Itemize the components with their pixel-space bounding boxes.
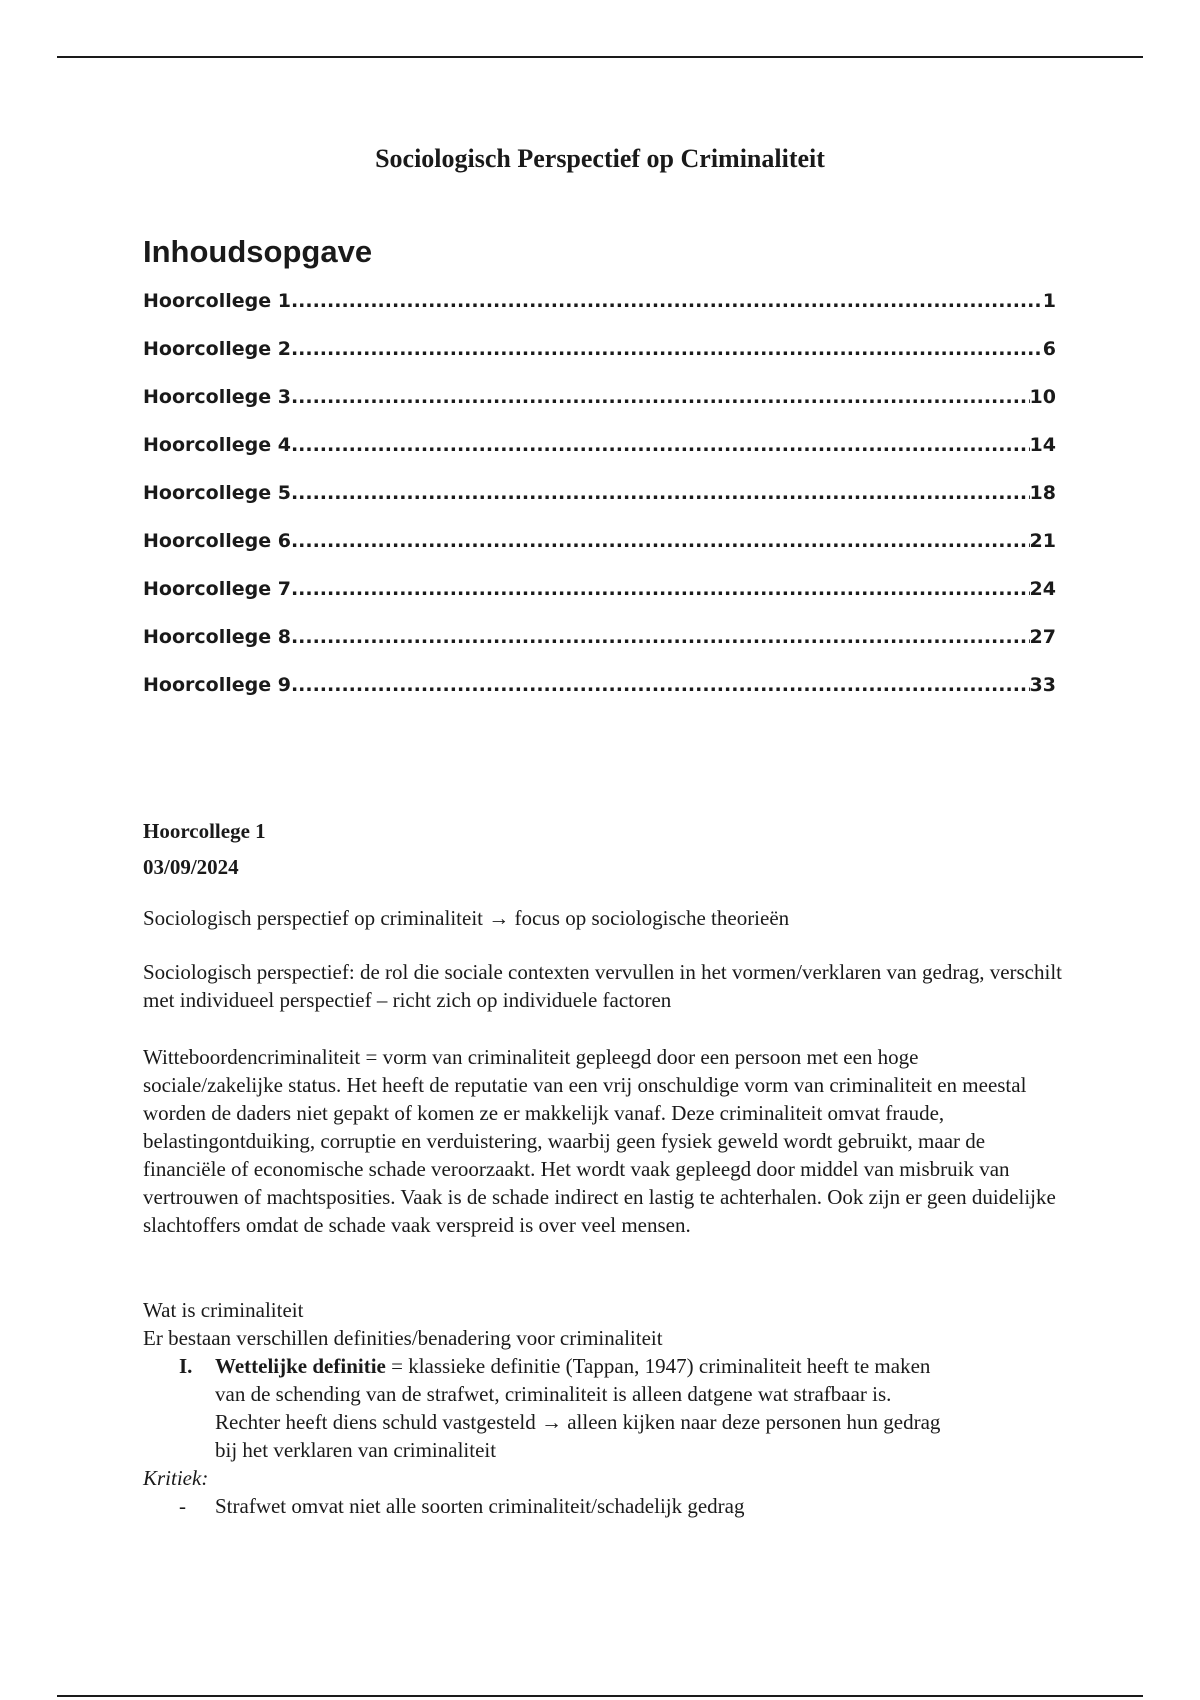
toc-entry-label: Hoorcollege 9 bbox=[143, 674, 291, 696]
perspectief-paragraph bbox=[143, 958, 1063, 1014]
toc-entry-label: Hoorcollege 2 bbox=[143, 338, 291, 360]
table-of-contents bbox=[143, 290, 1056, 722]
footer-rule bbox=[57, 1695, 1143, 1697]
toc-dot-leader bbox=[291, 338, 1043, 360]
list-item bbox=[143, 1352, 1063, 1464]
toc-dot-leader bbox=[291, 674, 1030, 696]
toc-entry-page: 33 bbox=[1029, 674, 1056, 696]
toc-entry-label: Hoorcollege 7 bbox=[143, 578, 291, 600]
definition-text: = klassieke definitie (Tappan, 1947) criminaliteit heeft te maken van de schending van de strafwet, criminaliteit is alleen datgene wat strafbaar is. Rechter heeft diens schuld vastgesteld → alleen kijken naar deze personen hun gedrag bij het verklaren van criminaliteit bbox=[215, 1354, 941, 1462]
toc-entry-page: 1 bbox=[1042, 290, 1056, 312]
toc-entry-page: 21 bbox=[1029, 530, 1056, 552]
kritiek-item-text: Strafwet omvat niet alle soorten criminaliteit/schadelijk gedrag bbox=[215, 1494, 745, 1518]
toc-entry-page: 10 bbox=[1029, 386, 1056, 408]
criminaliteit-section bbox=[143, 1296, 1063, 1520]
toc-entry-label: Hoorcollege 4 bbox=[143, 434, 291, 456]
dash-bullet: - bbox=[179, 1494, 186, 1518]
section-heading: Hoorcollege 1 bbox=[143, 819, 266, 843]
header-rule bbox=[57, 56, 1143, 58]
toc-entry-label: Hoorcollege 3 bbox=[143, 386, 291, 408]
toc-dot-leader bbox=[291, 530, 1030, 552]
toc-entry-label: Hoorcollege 1 bbox=[143, 290, 291, 312]
question-heading: Wat is criminaliteit bbox=[143, 1298, 304, 1322]
toc-entry-page: 27 bbox=[1029, 626, 1056, 648]
roman-numeral: I. bbox=[179, 1354, 193, 1378]
toc-entry[interactable] bbox=[143, 290, 1056, 338]
list-item bbox=[143, 1492, 1063, 1520]
section-heading-block bbox=[143, 813, 1063, 885]
toc-entry-page: 18 bbox=[1029, 482, 1056, 504]
toc-dot-leader bbox=[291, 578, 1030, 600]
toc-entry-label: Hoorcollege 8 bbox=[143, 626, 291, 648]
toc-dot-leader bbox=[291, 386, 1030, 408]
kritiek-label: Kritiek: bbox=[143, 1466, 209, 1490]
toc-entry[interactable] bbox=[143, 530, 1056, 578]
intro-paragraph bbox=[143, 904, 1063, 932]
section-date: 03/09/2024 bbox=[143, 855, 239, 879]
witteboord-paragraph bbox=[143, 1043, 1063, 1239]
perspectief-text: Sociologisch perspectief: de rol die sociale contexten vervullen in het vormen/verklaren van gedrag, verschilt met individueel perspectief – richt zich op individuele factoren bbox=[143, 960, 1063, 1012]
toc-entry[interactable] bbox=[143, 482, 1056, 530]
toc-entry[interactable] bbox=[143, 626, 1056, 674]
toc-dot-leader bbox=[291, 626, 1030, 648]
toc-entry[interactable] bbox=[143, 338, 1056, 386]
toc-entry-page: 6 bbox=[1042, 338, 1056, 360]
document-title: Sociologisch Perspectief op Criminaliteit bbox=[375, 144, 825, 173]
list-item-content bbox=[215, 1352, 960, 1464]
definition-term: Wettelijke definitie bbox=[215, 1354, 386, 1378]
toc-entry[interactable] bbox=[143, 674, 1056, 722]
toc-entry[interactable] bbox=[143, 386, 1056, 434]
toc-dot-leader bbox=[291, 290, 1043, 312]
toc-entry-page: 24 bbox=[1029, 578, 1056, 600]
toc-dot-leader bbox=[291, 482, 1030, 504]
toc-entry-label: Hoorcollege 6 bbox=[143, 530, 291, 552]
toc-heading: Inhoudsopgave bbox=[143, 234, 373, 269]
toc-entry[interactable] bbox=[143, 434, 1056, 482]
toc-entry-label: Hoorcollege 5 bbox=[143, 482, 291, 504]
witteboord-text: Witteboordencriminaliteit = vorm van criminaliteit gepleegd door een persoon met een hoge sociale/zakelijke status. Het heeft de reputatie van een vrij onschuldige vorm van criminaliteit en meestal worden de daders niet gepakt of komen ze er makkelijk vanaf. Deze criminaliteit omvat fraude, belastingontduiking, corruptie en verduistering, waarbij geen fysiek geweld wordt gebruikt, maar de financiële of economische schade veroorzaakt. Het wordt vaak gepleegd door middel van misbruik van vertrouwen of machtsposities. Vaak is de schade indirect en lastig te achterhalen. Ook zijn er geen duidelijke slachtoffers omdat de schade vaak verspreid is over veel mensen. bbox=[143, 1045, 1056, 1237]
toc-entry-page: 14 bbox=[1029, 434, 1056, 456]
toc-dot-leader bbox=[291, 434, 1030, 456]
question-subtext: Er bestaan verschillen definities/benadering voor criminaliteit bbox=[143, 1326, 663, 1350]
toc-entry[interactable] bbox=[143, 578, 1056, 626]
intro-text: Sociologisch perspectief op criminaliteit → focus op sociologische theorieën bbox=[143, 906, 790, 930]
